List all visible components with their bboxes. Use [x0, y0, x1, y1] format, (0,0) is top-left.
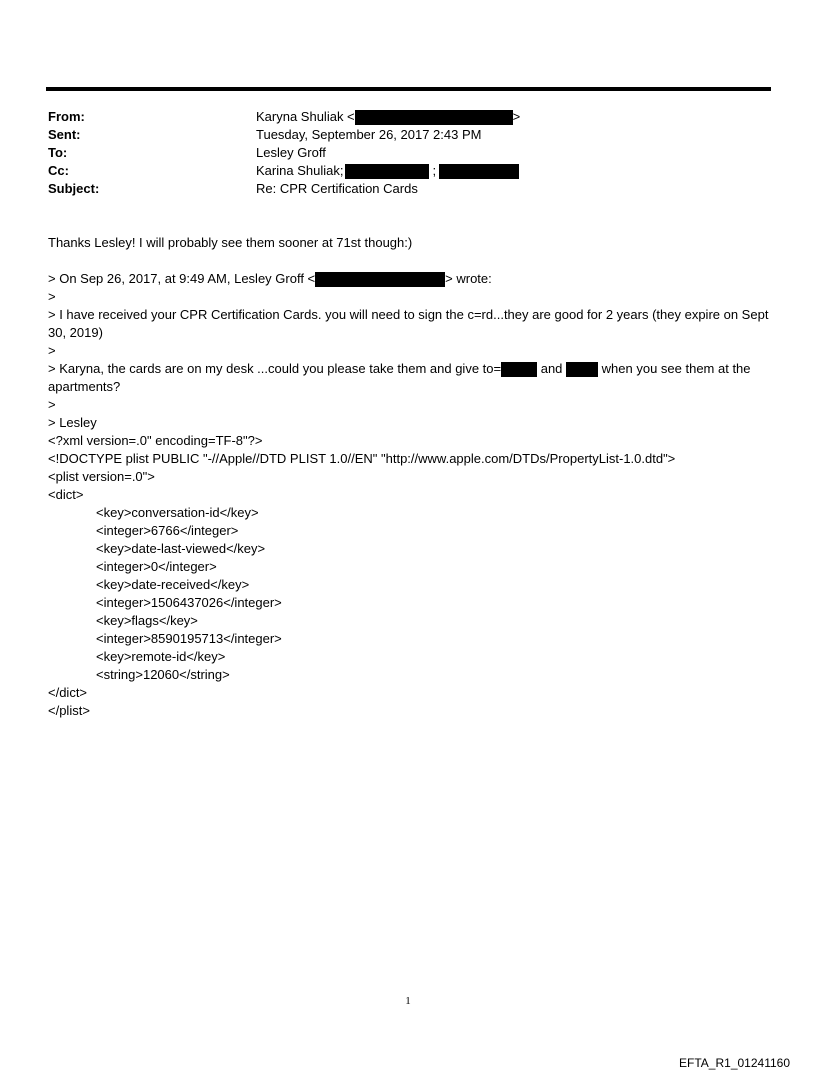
xml-line: <key>flags</key> — [96, 613, 198, 628]
header-rule — [46, 87, 771, 91]
cc-value — [256, 162, 519, 180]
email-header — [48, 108, 520, 198]
cc-row — [48, 162, 520, 180]
cc-name: Karina Shuliak; — [256, 163, 344, 178]
from-name: Karyna Shuliak < — [256, 109, 355, 124]
quote-line: > I have received your CPR Certification Cards. you will need to sign the c=rd...they are good for 2 years (they expire on Sept 30, 2019) — [48, 307, 769, 340]
xml-line: <integer>0</integer> — [96, 559, 217, 574]
xml-line: <key>conversation-id</key> — [96, 505, 259, 520]
xml-line: <key>date-last-viewed</key> — [96, 541, 266, 556]
document-id: EFTA_R1_01241160 — [679, 1056, 790, 1070]
sent-label: Sent: — [48, 127, 81, 142]
greeting-line: Thanks Lesley! I will probably see them sooner at 71st though:) — [48, 235, 413, 250]
cc-label: Cc: — [48, 163, 69, 178]
quote-intro-end: > wrote: — [445, 271, 492, 286]
cc-separator: ; — [432, 163, 437, 178]
sent-value: Tuesday, September 26, 2017 2:43 PM — [256, 127, 482, 142]
to-label: To: — [48, 145, 68, 160]
quote-blank-line: > — [48, 343, 56, 358]
subject-row — [48, 180, 520, 198]
to-row — [48, 144, 520, 162]
page-number: 1 — [405, 995, 411, 1007]
subject-value: Re: CPR Certification Cards — [256, 181, 418, 196]
xml-line: <key>remote-id</key> — [96, 649, 226, 664]
quote-text: and — [537, 361, 567, 376]
from-row — [48, 108, 520, 126]
quote-text: when you see them at the apartments? — [48, 361, 751, 394]
quote-intro-start: > On Sep 26, 2017, at 9:49 AM, Lesley Groff < — [48, 271, 316, 286]
quote-signature: > Lesley — [48, 415, 97, 430]
from-suffix: > — [512, 109, 521, 124]
quote-line — [48, 360, 773, 396]
xml-line: <?xml version=.0" encoding=TF-8"?> — [48, 433, 263, 448]
xml-line: <plist version=.0"> — [48, 469, 155, 484]
subject-label: Subject: — [48, 181, 100, 196]
redaction-box — [355, 110, 513, 125]
redaction-box — [315, 272, 445, 287]
redaction-box — [345, 164, 429, 179]
xml-line: </plist> — [48, 703, 90, 718]
to-value: Lesley Groff — [256, 145, 326, 160]
quote-blank-line: > — [48, 397, 56, 412]
redaction-box — [566, 362, 598, 377]
xml-line: <integer>8590195713</integer> — [96, 631, 282, 646]
quote-intro-line — [48, 270, 773, 288]
from-value — [256, 108, 520, 126]
from-label: From: — [48, 109, 85, 124]
xml-line: <string>12060</string> — [96, 667, 230, 682]
email-body — [48, 234, 773, 720]
xml-line: </dict> — [48, 685, 88, 700]
quote-blank-line: > — [48, 289, 56, 304]
xml-line: <dict> — [48, 487, 84, 502]
redaction-box — [439, 164, 519, 179]
xml-line: <integer>6766</integer> — [96, 523, 239, 538]
xml-line: <key>date-received</key> — [96, 577, 250, 592]
xml-line: <!DOCTYPE plist PUBLIC "-//Apple//DTD PLIST 1.0//EN" "http://www.apple.com/DTDs/PropertyList-1.0.dtd"> — [48, 451, 676, 466]
sent-row — [48, 126, 520, 144]
redaction-box — [501, 362, 537, 377]
quote-text: > Karyna, the cards are on my desk ...could you please take them and give to= — [48, 361, 502, 376]
xml-line: <integer>1506437026</integer> — [96, 595, 282, 610]
